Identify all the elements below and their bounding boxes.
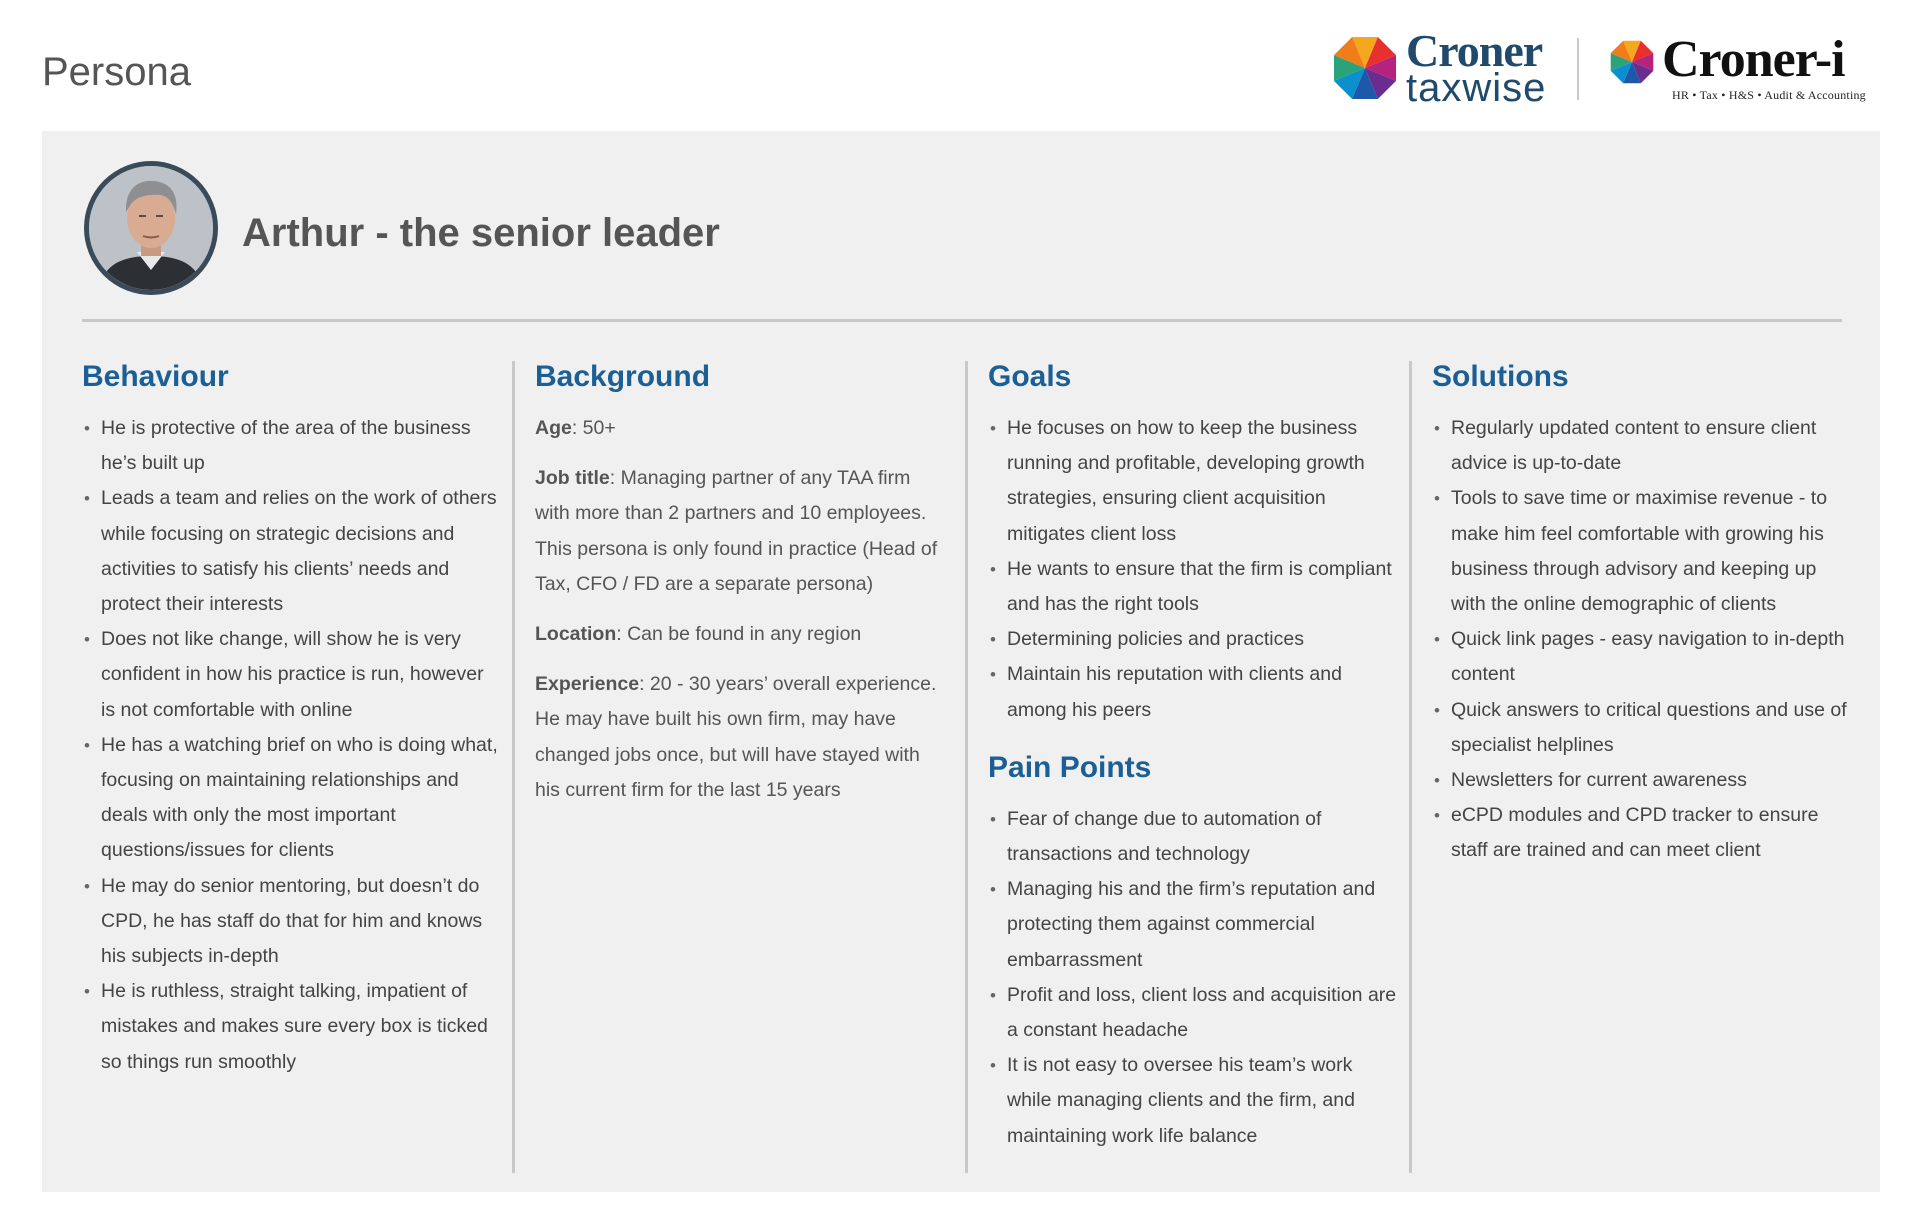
goals-column xyxy=(988,359,1398,1154)
behaviour-item: • He is ruthless, straight talking, impatient of mistakes and makes sure every box is ticked so things run smoothly xyxy=(82,974,502,1080)
solutions-column xyxy=(1432,359,1852,869)
pain-points-item: • It is not easy to oversee his team’s work while managing clients and the firm, and maintaining work life balance xyxy=(988,1048,1398,1154)
background-age-value: : 50+ xyxy=(571,417,616,439)
goals-list xyxy=(988,411,1398,728)
taxwise-logo-line2: taxwise xyxy=(1406,66,1547,110)
pain-points-item: • Managing his and the firm’s reputation and protecting them against commercial embarrassment xyxy=(988,872,1398,978)
persona-name: Arthur - the senior leader xyxy=(242,211,720,255)
solutions-item: • Regularly updated content to ensure client advice is up-to-date xyxy=(1432,411,1852,481)
background-experience-label: Experience xyxy=(535,673,640,696)
croner-i-logo-name: Croner-i xyxy=(1662,31,1845,88)
persona-card xyxy=(42,131,1880,1192)
solutions-item: • Quick link pages - easy navigation to in-depth content xyxy=(1432,622,1852,692)
croner-i-logo xyxy=(1608,31,1866,103)
page-title: Persona xyxy=(42,50,191,94)
background-job-title-label: Job title xyxy=(535,467,610,490)
column-divider xyxy=(1409,361,1412,1173)
goals-item: • He wants to ensure that the firm is compliant and has the right tools xyxy=(988,552,1398,622)
background-column xyxy=(535,359,945,823)
solutions-item: • eCPD modules and CPD tracker to ensure staff are trained and can meet client xyxy=(1432,798,1852,868)
column-divider xyxy=(965,361,968,1173)
background-age-label: Age xyxy=(535,417,572,439)
croner-taxwise-octagon-icon xyxy=(1330,33,1400,103)
solutions-item: • Newsletters for current awareness xyxy=(1432,763,1852,798)
pain-points-list xyxy=(988,802,1398,1154)
background-experience xyxy=(535,667,945,808)
croner-i-logo-tagline: HR • Tax • H&S • Audit & Accounting xyxy=(1672,88,1866,102)
background-location-value: : Can be found in any region xyxy=(616,623,862,646)
background-job-title xyxy=(535,461,945,602)
behaviour-item: • He has a watching brief on who is doing what, focusing on maintaining relationships and deals with only the most important questions/issues for clients xyxy=(82,728,502,869)
logo-divider xyxy=(1577,38,1579,100)
behaviour-item: • He may do senior mentoring, but doesn’t do CPD, he has staff do that for him and knows his subjects in-depth xyxy=(82,869,502,975)
solutions-heading: Solutions xyxy=(1432,360,1569,393)
column-divider xyxy=(512,361,515,1173)
behaviour-item: • Leads a team and relies on the work of others while focusing on strategic decisions and activities to satisfy his clients’ needs and protect their interests xyxy=(82,481,502,622)
pain-points-item: • Profit and loss, client loss and acquisition are a constant headache xyxy=(988,978,1398,1048)
behaviour-column xyxy=(82,359,502,1080)
background-location xyxy=(535,617,945,652)
croner-taxwise-logo xyxy=(1330,25,1547,110)
behaviour-list xyxy=(82,411,502,1080)
pain-points-heading: Pain Points xyxy=(988,750,1152,784)
background-age xyxy=(535,411,945,446)
solutions-item: • Quick answers to critical questions and use of specialist helplines xyxy=(1432,693,1852,763)
goals-item: • Maintain his reputation with clients and among his peers xyxy=(988,657,1398,727)
header-divider xyxy=(82,319,1842,322)
pain-points-item: • Fear of change due to automation of transactions and technology xyxy=(988,802,1398,872)
background-heading: Background xyxy=(535,360,711,393)
taxwise-logo-line1: Croner xyxy=(1406,25,1543,76)
background-experience-value: : 20 - 30 years’ overall experience. He may have built his own firm, may have changed jobs once, but will have stayed with his current firm for the last 15 years xyxy=(535,673,937,801)
persona-portrait-image xyxy=(89,166,213,290)
solutions-item: • Tools to save time or maximise revenue - to make him feel comfortable with growing his business through advisory and keeping up with the online demographic of clients xyxy=(1432,481,1852,622)
background-job-title-value: : Managing partner of any TAA firm with more than 2 partners and 10 employees. This persona is only found in practice (Head of Tax, CFO / FD are a separate persona) xyxy=(535,467,938,595)
behaviour-item: • He is protective of the area of the business he’s built up xyxy=(82,411,502,481)
goals-item: • He focuses on how to keep the business running and profitable, developing growth strategies, ensuring client acquisition mitigates client loss xyxy=(988,411,1398,552)
goals-item: • Determining policies and practices xyxy=(988,622,1398,657)
croner-i-octagon-icon xyxy=(1608,38,1656,86)
goals-heading: Goals xyxy=(988,360,1072,393)
persona-avatar xyxy=(84,161,218,295)
behaviour-item: • Does not like change, will show he is very confident in how his practice is run, however is not comfortable with online xyxy=(82,622,502,728)
behaviour-heading: Behaviour xyxy=(82,360,229,393)
background-location-label: Location xyxy=(535,623,617,646)
solutions-list xyxy=(1432,411,1852,869)
